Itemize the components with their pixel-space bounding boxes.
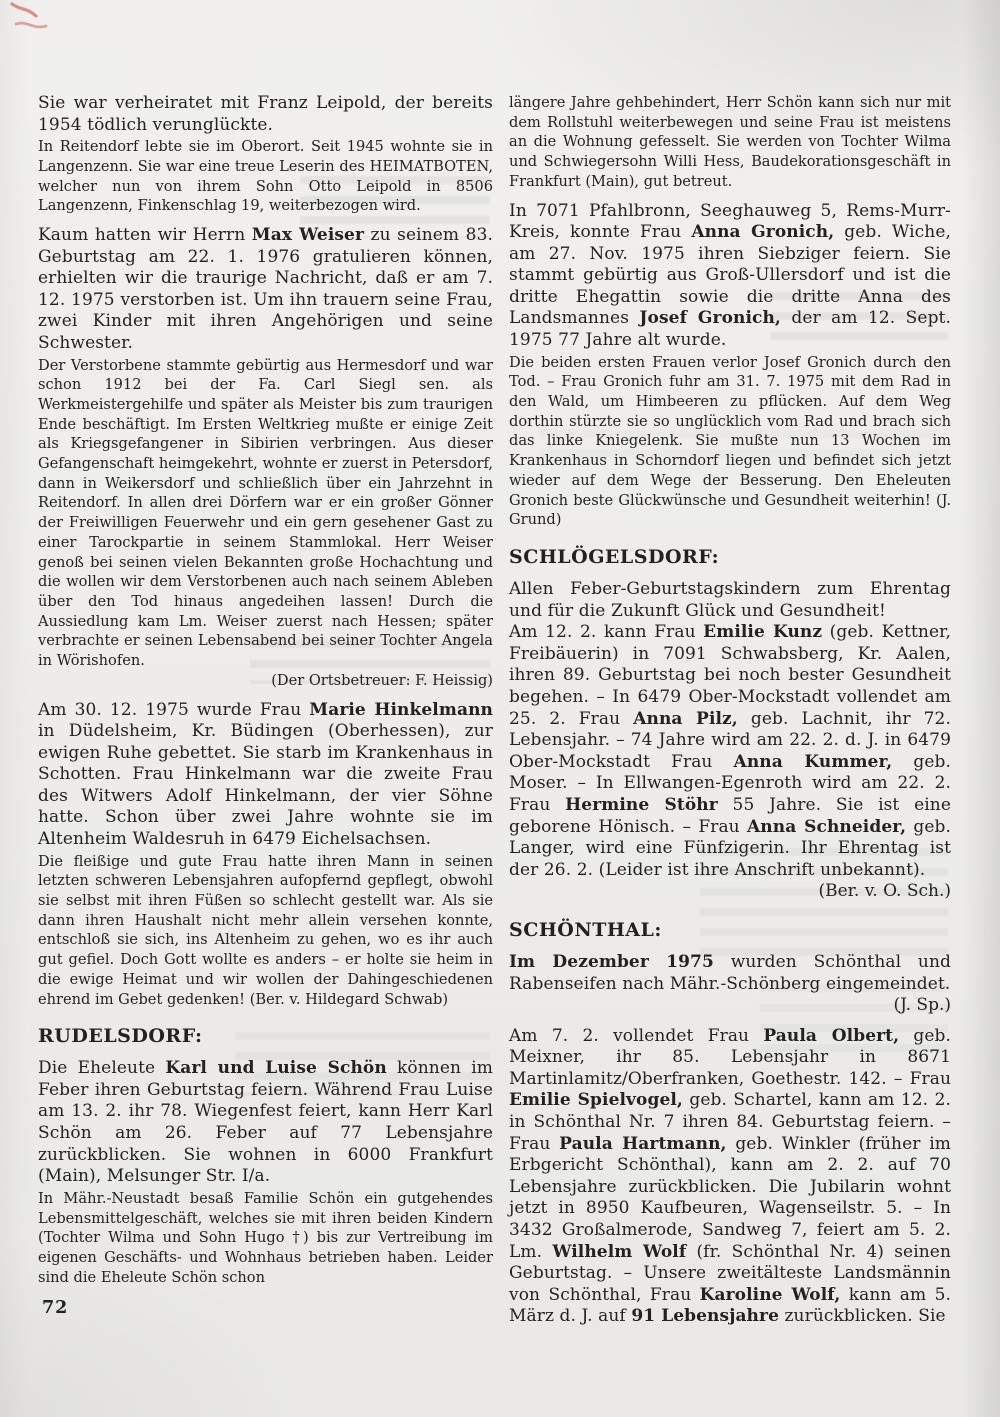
text-run: geb. Lachnit, ihr 72. Lebensjahr. – 74 Jahre wird am 22. 2. d. J. in 6479 Ober-Mockstadt Frau xyxy=(509,708,951,772)
emphasized-name: Marie Hinkelmann xyxy=(309,699,493,720)
text-run: kann am 5. März d. J. auf xyxy=(509,1284,952,1327)
byline xyxy=(509,995,951,1017)
text-run: In Reitendorf lebte sie im Oberort. Seit 1945 wohnte sie in Langenzenn. Sie war eine treue Leserin des HEIMATBOTEN, welcher nun von ihrem Sohn Otto Leipold in 8506 Langenzenn, Finkenschlag 19, weiterbezogen wird. xyxy=(38,138,493,215)
text-run: geb. Winkler (früher im Erbgericht Schönthal), kann am 2. 2. auf 70 Lebensjahre zurückblicken. Die Jubilarin wohnt jetzt in 8950 Kaufbeuren, Wagenseilstr. 5. – In 3432 Großalmerode, Sandweg 7, feiert am 5. 2. Lm. xyxy=(509,1133,952,1262)
text-run: Kaum hatten wir Herrn xyxy=(38,225,252,245)
text-run: geb. Moser. – In Ellwangen-Egenroth wird am 22. 2. Frau xyxy=(509,751,951,815)
text-run: Der Verstorbene stammte gebürtig aus Hermesdorf und war schon 1912 bei der Fa. Carl Siegl sen. als Werkmeistergehilfe und später als Meister bis zum traurigen Ende beschäftigt. Im Ersten Weltkrieg mußte er einige Zeit als Kriegsgefangener in Sibirien verbringen. Aus dieser Gefangenschaft heimgekehrt, wohnte er zuerst in Petersdorf, dann in Weikersdorf und schließlich über ein Jahrzehnt in Reitendorf. In allen drei Dörfern war er ein großer Gönner der Freiwilligen Feuerwehr und ein gern gesehener Gast zu einer Tarockpartie in seinem Stammlokal. Herr Weiser genoß bei seinen vielen Bekannten große Hochachtung und die wollen wir dem Verstorbenen auch nach seinem Ableben über den Tod hinaus angedeihen lassen! Durch die Aussiedlung kam Lm. Weiser zuerst nach Hessen; später verbrachte er seinen Lebensabend bei seiner Tochter Angela in Wörishofen. xyxy=(38,356,493,670)
emphasized-name: 91 Lebensjahre xyxy=(631,1306,779,1327)
text-run: In 7071 Pfahlbronn, Seeghauweg 5, Rems-Murr-Kreis, konnte Frau xyxy=(509,200,951,243)
column-left xyxy=(38,93,493,1328)
paragraph xyxy=(509,952,951,995)
text-run: der am 12. Sept. 1975 77 Jahre alt wurde. xyxy=(509,308,951,351)
text-run: geb. Meixner, ihr 85. Lebensjahr in 8671 Martinlamitz/Oberfranken, Goethestr. 142. – Frau xyxy=(509,1025,952,1089)
section-heading xyxy=(509,546,951,568)
text-run: Am 7. 2. vollendet Frau xyxy=(509,1025,764,1046)
paragraph xyxy=(38,852,493,1010)
text-run: zu seinem 83. Geburtstag am 22. 1. 1976 gratulieren können, erhielten wir die traurige Nachricht, daß er am 7. 12. 1975 verstorben ist. Um ihn trauern seine Frau, zwei Kinder mit ihren Angehörigen und seine Schwester. xyxy=(38,225,493,353)
emphasized-name: Max Weiser xyxy=(251,225,365,245)
text-run: RUDELSDORF: xyxy=(38,1025,203,1048)
paragraph xyxy=(38,700,493,851)
paragraph xyxy=(509,353,951,530)
paragraph xyxy=(38,137,493,216)
column-right xyxy=(509,93,951,1328)
section-heading xyxy=(509,919,951,941)
emphasized-name: Anna Gronich, xyxy=(691,222,835,243)
emphasized-name: Josef Gronich, xyxy=(639,308,781,329)
emphasized-name: Hermine Stöhr xyxy=(565,794,718,815)
byline xyxy=(38,671,493,691)
text-run: (Ber. v. O. Sch.) xyxy=(818,881,951,902)
emphasized-name: Emilie Spielvogel, xyxy=(509,1090,683,1111)
emphasized-name: Karl und Luise Schön xyxy=(165,1058,387,1079)
emphasized-name: Im Dezember 1975 xyxy=(509,951,714,972)
section-heading xyxy=(38,1025,493,1047)
emphasized-name: Paula Hartmann, xyxy=(559,1133,727,1154)
text-run: längere Jahre gehbehindert, Herr Schön kann sich nur mit dem Rollstuhl weiterbewegen und seine Frau ist meistens an die Wohnung gefesselt. Sie werden von Tochter Wilma und Schwiegersohn Willi Hess, Baudekorationsgeschäft in Frankfurt (Main), gut betreut. xyxy=(509,94,951,190)
text-run: In Mähr.-Neustadt besaß Familie Schön ein gutgehendes Lebensmittelgeschäft, welches sie mit ihren beiden Kindern (Tochter Wilma und Sohn Hugo †) bis zur Vertreibung im eigenen Geschäfts- und Wohnhaus betrieben haben. Leider sind die Eheleute Schön schon xyxy=(38,1189,493,1286)
paragraph xyxy=(38,356,493,671)
text-run: zurückblicken. Sie xyxy=(779,1306,946,1327)
paragraph xyxy=(38,1189,493,1288)
page-number: 72 xyxy=(42,1298,69,1318)
text-run: in Düdelsheim, Kr. Büdingen (Oberhessen), zur ewigen Ruhe gebettet. Sie starb im Krankenhaus in Schotten. Frau Hinkelmann war die zweite Frau des Witwers Adolf Hinkelmann, der vier Söhne hatte. Schon über zwei Jahre wohnte sie im Altenheim Waldesruh in 6479 Eichelsachsen. xyxy=(38,721,493,850)
text-run: Die beiden ersten Frauen verlor Josef Gronich durch den Tod. – Frau Gronich fuhr am 31. 7. 1975 mit dem Rad in den Wald, um Himbeeren zu pflücken. Auf dem Weg dorthin stürzte sie so unglücklich vom Rad und brach sich das linke Kniegelenk. Sie mußte nun 13 Wochen im Krankenhaus in Schorndorf liegen und befindet sich jetzt wieder auf dem Wege der Besserung. Den Eheleuten Gronich beste Glückwünsche und Gesundheit weiterhin! (J. Grund) xyxy=(509,353,951,529)
text-run: (J. Sp.) xyxy=(893,995,951,1016)
paragraph xyxy=(509,622,951,881)
byline xyxy=(509,881,951,903)
text-run: (geb. Kettner, Freibäuerin) in 7091 Schwabsberg, Kr. Aalen, ihren 89. Geburtstag bei noch bester Gesundheit begehen. – In 6479 Ober-Mockstadt vollendet am 25. 2. Frau xyxy=(509,622,952,729)
text-run: geb. Langer, wird eine Fünfzigerin. Ihr Ehrentag ist der 26. 2. (Leider ist ihre Anschrift unbekannt). xyxy=(509,816,951,880)
text-run: (Der Ortsbetreuer: F. Heissig) xyxy=(271,671,493,689)
text-run: Die Eheleute xyxy=(38,1058,166,1079)
paragraph xyxy=(38,225,493,355)
paragraph xyxy=(509,201,951,352)
emphasized-name: Karoline Wolf, xyxy=(699,1284,841,1305)
text-run: geb. Schartel, kann am 12. 2. in Schönthal Nr. 7 ihren 84. Geburtstag feiern. – Frau xyxy=(509,1090,951,1154)
emphasized-name: Anna Schneider, xyxy=(747,816,907,837)
paragraph xyxy=(509,579,951,622)
paragraph xyxy=(509,1026,951,1328)
text-run: Am 12. 2. kann Frau xyxy=(509,622,704,643)
text-run: SCHLÖGELSDORF: xyxy=(509,546,720,568)
two-column-text-area xyxy=(38,93,951,1328)
emphasized-name: Wilhelm Wolf xyxy=(552,1241,687,1262)
emphasized-name: Anna Kummer, xyxy=(733,751,893,772)
text-run: Die fleißige und gute Frau hatte ihren Mann in seinen letzten schweren Lebensjahren aufopfernd gepflegt, obwohl sie selbst mit ihren Füßen so schlecht gestellt war. Als sie dann ihren Haushalt nicht mehr allein versehen konnte, entschloß sie sich, ins Altenheim zu gehen, wo es ihr auch gut gefiel. Doch Gott wollte es anders – er holte sie heim in die ewige Heimat und wir wollen der Dahingeschiedenen ehrend im Gebet gedenken! (Ber. v. Hildegard Schwab) xyxy=(38,852,493,1008)
text-run: (fr. Schönthal Nr. 4) seinen Geburtstag. – Unsere zweitälteste Landsmännin von Schönthal, Frau xyxy=(509,1241,952,1305)
text-run: Sie war verheiratet mit Franz Leipold, der bereits 1954 tödlich verunglückte. xyxy=(38,93,493,135)
text-run: wurden Schönthal und Rabenseifen nach Mähr.-Schönberg eingemeindet. xyxy=(509,951,951,994)
text-run: Am 30. 12. 1975 wurde Frau xyxy=(38,699,310,720)
red-pen-mark xyxy=(6,0,68,48)
text-run: 55 Jahre. Sie ist eine geborene Hönisch. – Frau xyxy=(509,794,951,837)
emphasized-name: Paula Olbert, xyxy=(763,1025,900,1046)
text-run: Allen Feber-Geburtstagskindern zum Ehrentag und für die Zukunft Glück und Gesundheit! xyxy=(509,579,951,621)
emphasized-name: Anna Pilz, xyxy=(633,708,738,729)
text-run: können im Feber ihren Geburtstag feiern. Während Frau Luise am 13. 2. ihr 78. Wiegenfest feiert, kann Herr Karl Schön am 26. Feber auf 77 Lebensjahre zurückblicken. Sie wohnen in 6000 Frankfurt (Main), Melsunger Str. I/a. xyxy=(38,1058,493,1187)
text-run: SCHÖNTHAL: xyxy=(509,918,662,941)
text-run: geb. Wiche, am 27. Nov. 1975 ihren Siebziger feiern. Sie stammt gebürtig aus Groß-Ullersdorf und ist die dritte Ehegattin sowie die dritte Anna des Landsmannes xyxy=(509,222,951,329)
paragraph xyxy=(38,1058,493,1188)
paragraph xyxy=(38,93,493,136)
emphasized-name: Emilie Kunz xyxy=(703,622,823,643)
paragraph xyxy=(509,93,951,192)
